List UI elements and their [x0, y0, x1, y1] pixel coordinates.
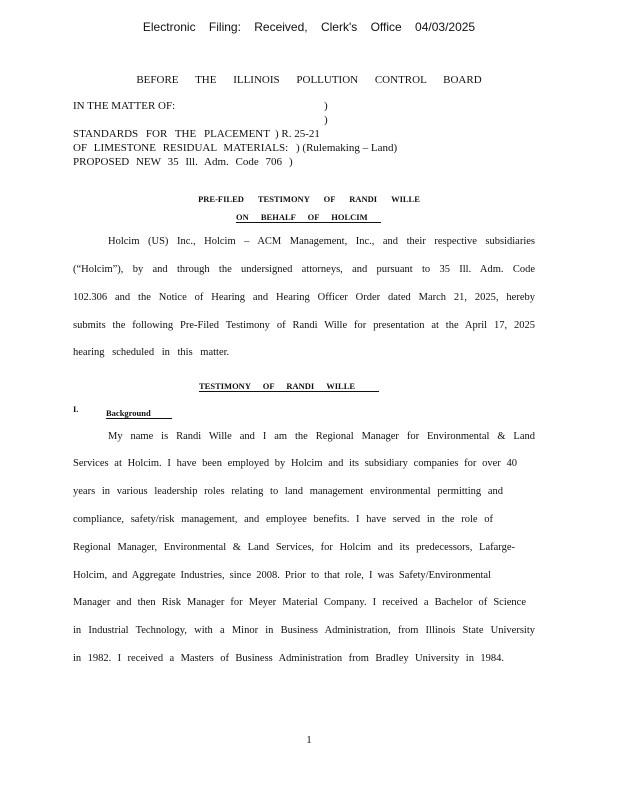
page-number: 1 — [306, 734, 312, 746]
filing-stamp-header: Electronic Filing: Received, Clerk's Office 04/03/2025 — [142, 20, 476, 34]
docket-number: ) R. 25-21 — [275, 128, 320, 140]
background-paragraph-line: compliance, safety/risk management, and employee benefits. I have served in the role of — [73, 514, 493, 525]
intro-paragraph-line: Holcim (US) Inc., Holcim – ACM Management, Inc., and their respective subsidiaries — [108, 236, 535, 247]
caption-bracket: ) — [324, 100, 328, 112]
document-subtitle: ON BEHALF OF HOLCIM — [236, 212, 381, 223]
in-the-matter-label: IN THE MATTER OF: — [73, 100, 176, 112]
background-paragraph-line: Services at Holcim. I have been employed by Holcim and its subsidiary companies for over 40 — [73, 458, 517, 469]
background-paragraph-line: in Industrial Technology, with a Minor in Business Administration, from Illinois State University — [73, 625, 535, 636]
intro-paragraph-line: 102.306 and the Notice of Hearing and Hearing Officer Order dated March 21, 2025, hereby — [73, 292, 535, 303]
caption-bracket: ) — [324, 114, 328, 126]
background-paragraph-line: My name is Randi Wille and I am the Regional Manager for Environmental & Land — [108, 431, 535, 442]
intro-paragraph-line: (“Holcim”), by and through the undersigned attorneys, and pursuant to 35 Ill. Adm. Code — [73, 264, 535, 275]
caption-title-line-1: STANDARDS FOR THE PLACEMENT — [73, 128, 270, 140]
testimony-heading: TESTIMONY OF RANDI WILLE — [199, 381, 379, 392]
background-paragraph-line: in 1982. I received a Masters of Business Administration from Bradley University in 1984. — [73, 653, 504, 664]
caption-bracket: ) — [289, 156, 293, 168]
background-paragraph-line: years in various leadership roles relating to land management environmental permitting and — [73, 486, 503, 497]
caption-title-line-2: OF LIMESTONE RESIDUAL MATERIALS: — [73, 142, 289, 154]
background-paragraph-line: Holcim, and Aggregate Industries, since 2008. Prior to that role, I was Safety/Environmental — [73, 570, 491, 581]
board-heading: BEFORE THE ILLINOIS POLLUTION CONTROL BOARD — [136, 74, 482, 86]
intro-paragraph-line: hearing scheduled in this matter. — [73, 347, 230, 358]
section-number: I. — [73, 404, 79, 414]
rulemaking-type: ) (Rulemaking – Land) — [296, 142, 398, 154]
background-paragraph-line: Regional Manager, Environmental & Land Services, for Holcim and its predecessors, Lafarge- — [73, 542, 515, 553]
background-paragraph-line: Manager and then Risk Manager for Meyer Material Company. I received a Bachelor of Science — [73, 597, 526, 608]
caption-title-line-3: PROPOSED NEW 35 Ill. Adm. Code 706 — [73, 156, 282, 168]
section-title: Background — [106, 408, 172, 419]
document-title: PRE-FILED TESTIMONY OF RANDI WILLE — [198, 194, 420, 204]
intro-paragraph-line: submits the following Pre-Filed Testimony of Randi Wille for presentation at the April 17, 2025 — [73, 320, 535, 331]
